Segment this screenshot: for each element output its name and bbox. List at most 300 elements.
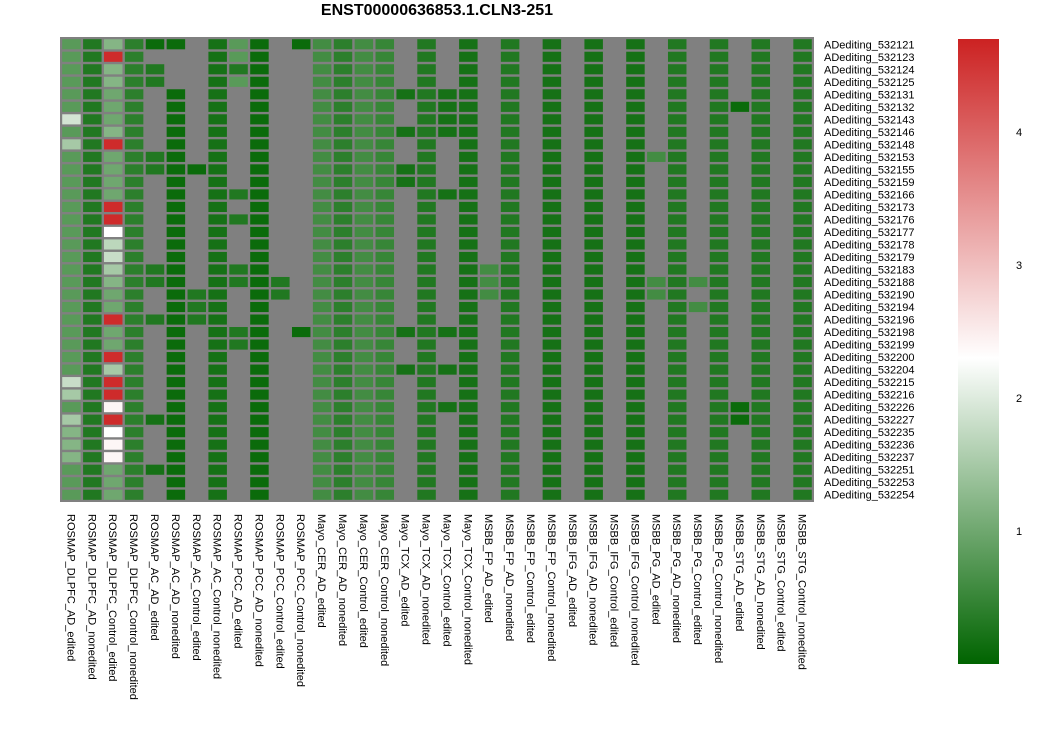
heatmap-cell (125, 77, 143, 87)
heatmap-cell (710, 465, 728, 475)
heatmap-cell (167, 289, 185, 299)
heatmap-cell (668, 302, 686, 312)
heatmap-cell (668, 427, 686, 437)
heatmap-cell (793, 289, 811, 299)
heatmap-cell (62, 39, 80, 49)
heatmap-cell (292, 377, 310, 387)
heatmap-cell (605, 340, 623, 350)
heatmap-cell (271, 365, 289, 375)
heatmap-cell (605, 452, 623, 462)
heatmap-cell (396, 77, 414, 87)
heatmap-cell (146, 402, 164, 412)
heatmap-cell (146, 415, 164, 425)
column-label: MSBB_FP_Control_edited (524, 514, 536, 644)
row-label: ADediting_532253 (824, 477, 915, 490)
heatmap-cell (710, 490, 728, 500)
heatmap-cell (146, 465, 164, 475)
heatmap-cell (772, 227, 790, 237)
heatmap-cell (62, 139, 80, 149)
heatmap-cell (83, 177, 101, 187)
heatmap-cell (376, 302, 394, 312)
heatmap-cell (313, 227, 331, 237)
heatmap-cell (146, 377, 164, 387)
heatmap-cell (438, 102, 456, 112)
row-label: ADediting_532148 (824, 139, 915, 152)
heatmap-cell (501, 52, 519, 62)
heatmap-cell (459, 377, 477, 387)
heatmap-cell (501, 77, 519, 87)
heatmap-cell (438, 177, 456, 187)
heatmap-cell (229, 152, 247, 162)
heatmap-cell (710, 102, 728, 112)
heatmap-cell (626, 139, 644, 149)
heatmap-cell (208, 152, 226, 162)
heatmap-cell (208, 352, 226, 362)
heatmap-cell (543, 189, 561, 199)
heatmap-cell (334, 402, 352, 412)
heatmap-cell (146, 214, 164, 224)
heatmap-cell (438, 302, 456, 312)
heatmap-cell (522, 77, 540, 87)
heatmap-cell (647, 289, 665, 299)
heatmap-cell (668, 152, 686, 162)
heatmap-cell (104, 202, 122, 212)
heatmap-cell (208, 302, 226, 312)
heatmap-cell (543, 77, 561, 87)
heatmap-cell (459, 340, 477, 350)
heatmap-cell (459, 415, 477, 425)
heatmap-cell (334, 427, 352, 437)
heatmap-cell (564, 127, 582, 137)
heatmap-cell (125, 202, 143, 212)
heatmap-cell (584, 352, 602, 362)
heatmap-cell (355, 102, 373, 112)
heatmap-cell (584, 477, 602, 487)
heatmap-cell (313, 365, 331, 375)
heatmap-cell (188, 202, 206, 212)
heatmap-cell (772, 327, 790, 337)
heatmap-cell (125, 327, 143, 337)
heatmap-cell (376, 189, 394, 199)
heatmap-cell (522, 264, 540, 274)
heatmap-cell (605, 177, 623, 187)
heatmap-cell (710, 315, 728, 325)
heatmap-cell (146, 152, 164, 162)
heatmap-cell (438, 427, 456, 437)
heatmap-cell (125, 64, 143, 74)
heatmap-cell (438, 365, 456, 375)
column-label: Mayo_TCX_Control_nonedited (461, 514, 474, 666)
heatmap-cell (647, 164, 665, 174)
heatmap-cell (355, 177, 373, 187)
heatmap-cell (793, 102, 811, 112)
heatmap-cell (522, 64, 540, 74)
heatmap-cell (668, 227, 686, 237)
heatmap-cell (689, 127, 707, 137)
heatmap-cell (292, 77, 310, 87)
heatmap-cell (125, 452, 143, 462)
heatmap-cell (355, 390, 373, 400)
heatmap-cell (522, 415, 540, 425)
heatmap-cell (355, 440, 373, 450)
column-label: MSBB_PG_Control_edited (691, 514, 704, 645)
heatmap-cell (396, 252, 414, 262)
heatmap-cell (543, 315, 561, 325)
heatmap-cell (62, 390, 80, 400)
heatmap-cell (501, 390, 519, 400)
heatmap-cell (334, 202, 352, 212)
heatmap-cell (208, 52, 226, 62)
heatmap-cell (564, 189, 582, 199)
heatmap-cell (396, 64, 414, 74)
heatmap-cell (188, 440, 206, 450)
heatmap-cell (543, 52, 561, 62)
heatmap-cell (501, 415, 519, 425)
heatmap-cell (543, 490, 561, 500)
heatmap-cell (376, 289, 394, 299)
heatmap-cell (229, 227, 247, 237)
heatmap-cell (229, 264, 247, 274)
heatmap-cell (564, 52, 582, 62)
heatmap-cell (438, 289, 456, 299)
heatmap-cell (313, 327, 331, 337)
heatmap-cell (208, 164, 226, 174)
heatmap-cell (167, 64, 185, 74)
heatmap-cell (564, 365, 582, 375)
heatmap-cell (167, 214, 185, 224)
heatmap-cell (647, 264, 665, 274)
heatmap-cell (772, 114, 790, 124)
heatmap-cell (522, 139, 540, 149)
heatmap-cell (271, 214, 289, 224)
heatmap-cell (772, 415, 790, 425)
heatmap-cell (438, 214, 456, 224)
heatmap-cell (522, 214, 540, 224)
heatmap-cell (752, 352, 770, 362)
heatmap-cell (605, 377, 623, 387)
heatmap-cell (772, 52, 790, 62)
heatmap-cell (626, 214, 644, 224)
heatmap-cell (104, 252, 122, 262)
heatmap-cell (62, 127, 80, 137)
row-label: ADediting_532155 (824, 164, 915, 177)
heatmap-cell (752, 214, 770, 224)
heatmap-cell (334, 289, 352, 299)
heatmap-cell (229, 390, 247, 400)
heatmap-cell (752, 177, 770, 187)
heatmap-cell (125, 152, 143, 162)
heatmap-cell (584, 365, 602, 375)
heatmap-cell (334, 152, 352, 162)
heatmap-cell (167, 252, 185, 262)
heatmap-cell (438, 352, 456, 362)
heatmap-cell (668, 390, 686, 400)
heatmap-cell (543, 365, 561, 375)
heatmap-cell (584, 214, 602, 224)
heatmap-cell (167, 315, 185, 325)
heatmap-cell (501, 64, 519, 74)
heatmap-cell (752, 89, 770, 99)
heatmap-cell (480, 390, 498, 400)
heatmap-cell (292, 227, 310, 237)
heatmap-cell (376, 377, 394, 387)
heatmap-cell (710, 352, 728, 362)
column-label: MSBB_STG_AD_nonedited (753, 514, 766, 650)
heatmap-cell (125, 490, 143, 500)
heatmap-cell (83, 89, 101, 99)
heatmap-cell (564, 139, 582, 149)
heatmap-cell (334, 264, 352, 274)
heatmap-cell (396, 377, 414, 387)
heatmap-cell (647, 214, 665, 224)
heatmap-cell (543, 214, 561, 224)
heatmap-cell (271, 39, 289, 49)
heatmap-cell (376, 77, 394, 87)
heatmap-cell (83, 477, 101, 487)
heatmap-cell (522, 52, 540, 62)
heatmap-cell (313, 427, 331, 437)
heatmap-cell (584, 239, 602, 249)
heatmap-cell (376, 402, 394, 412)
heatmap-cell (543, 202, 561, 212)
heatmap-cell (438, 277, 456, 287)
heatmap-cell (480, 477, 498, 487)
heatmap-cell (104, 102, 122, 112)
column-label: Mayo_CER_AD_nonedited (336, 514, 348, 647)
heatmap-cell (772, 427, 790, 437)
heatmap-cell (292, 164, 310, 174)
heatmap-cell (501, 452, 519, 462)
heatmap-cell (501, 102, 519, 112)
heatmap-cell (647, 102, 665, 112)
heatmap-cell (480, 177, 498, 187)
heatmap-cell (689, 102, 707, 112)
heatmap-cell (668, 490, 686, 500)
heatmap-cell (793, 465, 811, 475)
heatmap-cell (271, 340, 289, 350)
row-label: ADediting_532146 (824, 126, 915, 139)
heatmap-cell (167, 127, 185, 137)
heatmap-cell (689, 402, 707, 412)
heatmap-cell (543, 152, 561, 162)
heatmap-cell (480, 127, 498, 137)
heatmap-cell (584, 264, 602, 274)
heatmap-cell (480, 77, 498, 87)
heatmap-cell (104, 490, 122, 500)
heatmap-cell (188, 52, 206, 62)
heatmap-cell (62, 77, 80, 87)
heatmap-cell (710, 77, 728, 87)
row-label: ADediting_532183 (824, 264, 915, 277)
heatmap-cell (689, 264, 707, 274)
heatmap-cell (229, 402, 247, 412)
heatmap-cell (438, 127, 456, 137)
heatmap-cell (522, 390, 540, 400)
heatmap-cell (689, 365, 707, 375)
heatmap-cell (668, 252, 686, 262)
heatmap-cell (501, 214, 519, 224)
heatmap-cell (83, 77, 101, 87)
heatmap-cell (396, 327, 414, 337)
heatmap-cell (668, 202, 686, 212)
heatmap-cell (459, 127, 477, 137)
heatmap-cell (167, 365, 185, 375)
heatmap-cell (376, 427, 394, 437)
heatmap-cell (208, 64, 226, 74)
heatmap-cell (125, 277, 143, 287)
heatmap-cell (459, 277, 477, 287)
heatmap-cell (229, 427, 247, 437)
heatmap-cell (83, 452, 101, 462)
heatmap-cell (501, 264, 519, 274)
heatmap-cell (459, 39, 477, 49)
heatmap-cell (689, 390, 707, 400)
heatmap-cell (355, 477, 373, 487)
heatmap-cell (522, 39, 540, 49)
column-label: Mayo_TCX_AD_nonedited (419, 514, 432, 645)
heatmap-cell (668, 39, 686, 49)
heatmap-cell (62, 152, 80, 162)
heatmap-cell (752, 64, 770, 74)
heatmap-cell (62, 227, 80, 237)
heatmap-cell (104, 152, 122, 162)
heatmap-cell (334, 302, 352, 312)
column-label: MSBB_IFG_AD_edited (565, 514, 578, 628)
heatmap-cell (229, 52, 247, 62)
heatmap-cell (793, 189, 811, 199)
heatmap-cell (188, 164, 206, 174)
heatmap-cell (250, 89, 268, 99)
heatmap-cell (208, 214, 226, 224)
heatmap-cell (480, 452, 498, 462)
heatmap-cell (731, 52, 749, 62)
heatmap-cell (167, 202, 185, 212)
heatmap-cell (167, 264, 185, 274)
heatmap-cell (62, 239, 80, 249)
heatmap-cell (376, 352, 394, 362)
heatmap-cell (313, 77, 331, 87)
heatmap-cell (543, 340, 561, 350)
heatmap-cell (752, 202, 770, 212)
column-label: MSBB_IFG_Control_edited (607, 514, 620, 648)
heatmap-cell (208, 264, 226, 274)
heatmap-cell (752, 152, 770, 162)
heatmap-cell (772, 302, 790, 312)
row-label: ADediting_532251 (824, 464, 915, 477)
heatmap-cell (605, 365, 623, 375)
heatmap-cell (271, 89, 289, 99)
heatmap-cell (710, 139, 728, 149)
heatmap-cell (668, 315, 686, 325)
heatmap-cell (146, 252, 164, 262)
heatmap-cell (689, 77, 707, 87)
column-label: MSBB_PG_AD_edited (649, 514, 662, 625)
heatmap-cell (564, 64, 582, 74)
heatmap-cell (731, 465, 749, 475)
heatmap-cell (605, 415, 623, 425)
heatmap-cell (584, 52, 602, 62)
heatmap-cell (417, 52, 435, 62)
heatmap-cell (459, 440, 477, 450)
heatmap-cell (355, 152, 373, 162)
heatmap-cell (772, 264, 790, 274)
heatmap-cell (564, 415, 582, 425)
heatmap-cell (522, 340, 540, 350)
legend-tick-label: 3 (1016, 260, 1023, 273)
heatmap-cell (438, 402, 456, 412)
heatmap-cell (396, 415, 414, 425)
heatmap-cell (125, 189, 143, 199)
heatmap-cell (710, 127, 728, 137)
heatmap-cell (104, 52, 122, 62)
heatmap-cell (83, 365, 101, 375)
heatmap-cell (229, 64, 247, 74)
heatmap-cell (710, 365, 728, 375)
heatmap-cell (271, 440, 289, 450)
heatmap-cell (605, 390, 623, 400)
heatmap-cell (480, 490, 498, 500)
heatmap-cell (167, 52, 185, 62)
heatmap-cell (522, 402, 540, 412)
heatmap-cell (605, 189, 623, 199)
heatmap-cell (271, 227, 289, 237)
heatmap-cell (438, 164, 456, 174)
heatmap-cell (605, 440, 623, 450)
heatmap-cell (752, 440, 770, 450)
heatmap-cell (104, 477, 122, 487)
heatmap-cell (313, 402, 331, 412)
heatmap-cell (417, 402, 435, 412)
heatmap-cell (501, 39, 519, 49)
heatmap-cell (271, 302, 289, 312)
heatmap-cell (417, 139, 435, 149)
row-label: ADediting_532215 (824, 377, 915, 390)
heatmap-cell (480, 227, 498, 237)
heatmap-cell (522, 114, 540, 124)
heatmap-cell (355, 139, 373, 149)
heatmap-cell (292, 490, 310, 500)
heatmap-cell (355, 402, 373, 412)
heatmap-cell (376, 164, 394, 174)
heatmap-cell (125, 127, 143, 137)
heatmap-cell (167, 427, 185, 437)
heatmap-cell (146, 302, 164, 312)
heatmap-cell (188, 214, 206, 224)
column-label: MSBB_STG_AD_edited (732, 514, 745, 632)
heatmap-cell (710, 402, 728, 412)
heatmap-cell (459, 252, 477, 262)
heatmap-cell (772, 377, 790, 387)
heatmap-cell (292, 89, 310, 99)
heatmap-cell (501, 189, 519, 199)
heatmap-cell (167, 452, 185, 462)
heatmap-cell (793, 139, 811, 149)
heatmap-cell (125, 139, 143, 149)
column-label: ROSMAP_PCC_Control_nonedited (294, 514, 307, 688)
heatmap-cell (188, 327, 206, 337)
heatmap-cell (146, 77, 164, 87)
heatmap-cell (292, 114, 310, 124)
heatmap-cell (522, 440, 540, 450)
heatmap-cell (668, 189, 686, 199)
heatmap-cell (564, 315, 582, 325)
heatmap-cell (208, 202, 226, 212)
heatmap-cell (689, 64, 707, 74)
heatmap-cell (459, 289, 477, 299)
heatmap-cell (522, 164, 540, 174)
heatmap-cell (793, 239, 811, 249)
heatmap-cell (167, 477, 185, 487)
